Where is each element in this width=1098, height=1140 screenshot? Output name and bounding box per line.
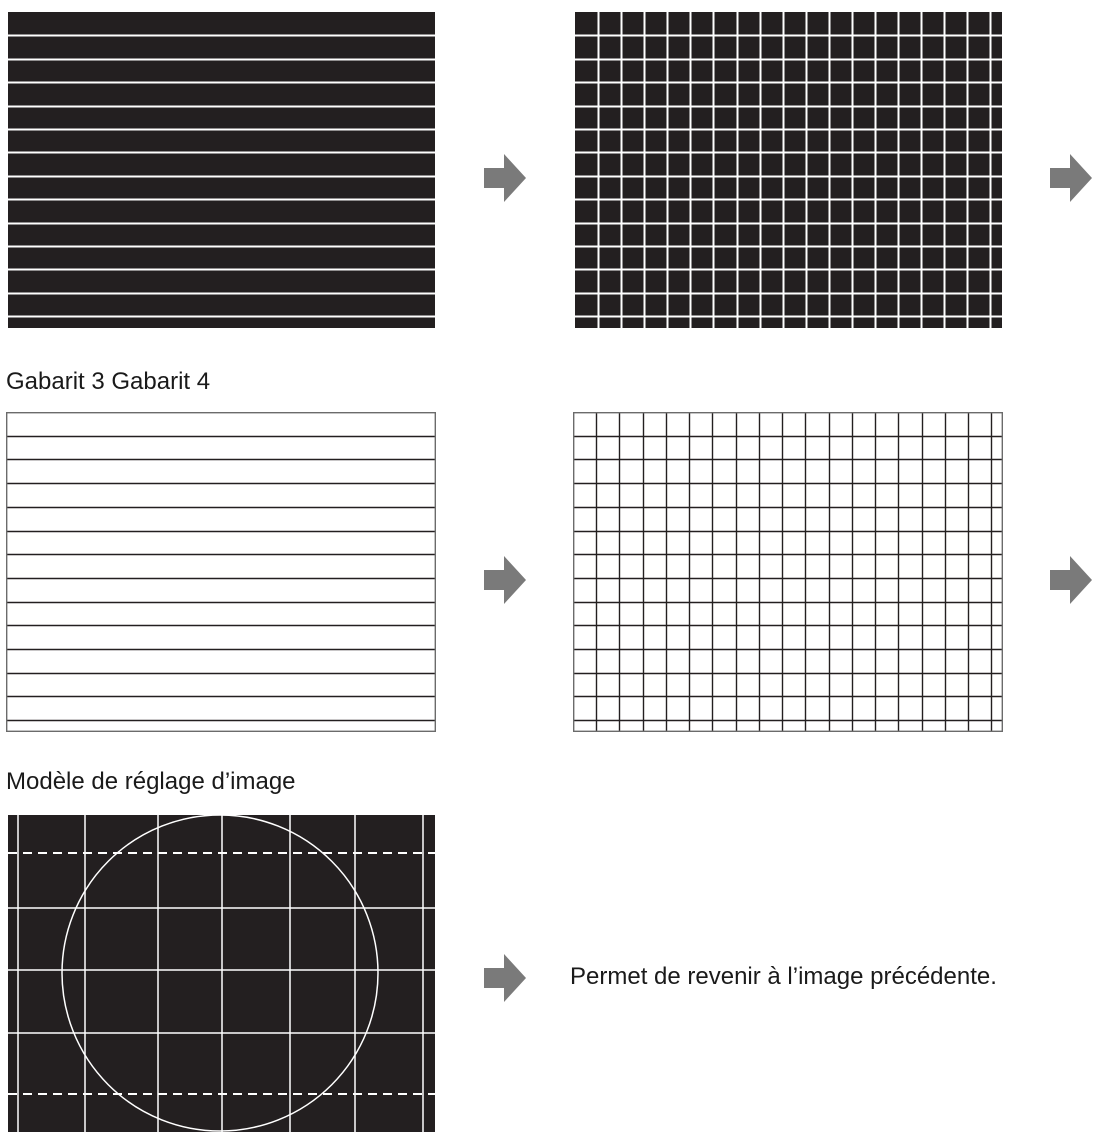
adjustment-pattern-label: Modèle de réglage d’image [6, 768, 296, 795]
arrow-5 [484, 954, 526, 1002]
arrow-4 [1050, 556, 1092, 604]
pattern-3-horizontal-lines-light [6, 412, 436, 732]
pattern-5-adjustment-circle-dark [8, 815, 435, 1132]
pattern-1-horizontal-lines-dark [8, 12, 435, 328]
right-arrow-icon [1050, 154, 1092, 202]
right-arrow-icon [484, 154, 526, 202]
arrow-3 [484, 556, 526, 604]
pattern-2-grid-dark [575, 12, 1002, 328]
pattern-2-panel [575, 12, 1002, 328]
return-to-previous-note: Permet de revenir à l’image précédente. [570, 963, 997, 990]
pattern-1-panel [8, 12, 435, 328]
pattern-5-panel [8, 815, 435, 1132]
right-arrow-icon [484, 954, 526, 1002]
arrow-2 [1050, 154, 1092, 202]
pattern-3-panel [6, 412, 436, 732]
pattern-4-panel [573, 412, 1003, 732]
pattern-row-2-label: Gabarit 3 Gabarit 4 [6, 368, 211, 395]
pattern-4-grid-light [573, 412, 1003, 732]
right-arrow-icon [1050, 556, 1092, 604]
right-arrow-icon [484, 556, 526, 604]
arrow-1 [484, 154, 526, 202]
